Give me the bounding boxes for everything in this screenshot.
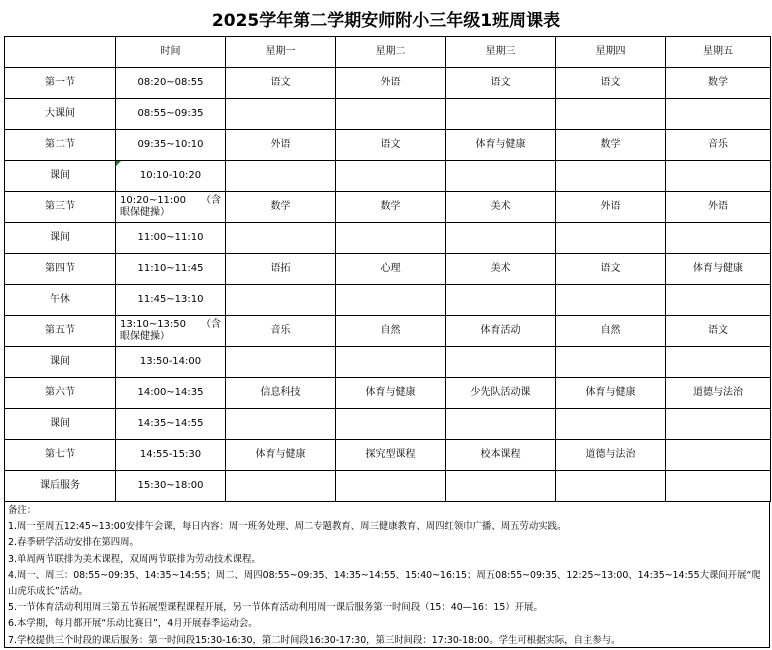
subject-cell-thursday[interactable] xyxy=(556,471,666,502)
time-cell[interactable]: 08:20~08:55 xyxy=(116,68,226,99)
time-cell[interactable]: 10:10-10:20 xyxy=(116,161,226,192)
schedule-table xyxy=(4,36,771,502)
note-item-4: 4.周一、周三：08:55~09:35、14:35~14:55；周二、周四08:55~09:35、14:35~14:55、15:40~16:15；周五08:55~09:35、12:25~13:00、14:35~14:55大课间开展“爬山虎乐成长”活动。 xyxy=(8,569,761,598)
subject-cell-friday[interactable]: 语文 xyxy=(666,316,771,347)
schedule-title: 2025学年第二学期安师附小三年级1班周课表 xyxy=(211,10,561,31)
schedule-row xyxy=(5,254,771,285)
subject-cell-friday[interactable]: 外语 xyxy=(666,192,771,223)
schedule-row xyxy=(5,99,771,130)
subject-cell-monday[interactable]: 外语 xyxy=(226,130,336,161)
schedule-row xyxy=(5,161,771,192)
subject-cell-friday[interactable]: 数学 xyxy=(666,68,771,99)
subject-cell-monday[interactable] xyxy=(226,347,336,378)
subject-cell-tuesday[interactable] xyxy=(336,347,446,378)
schedule-row xyxy=(5,223,771,254)
period-cell[interactable]: 第四节 xyxy=(5,254,116,285)
subject-cell-monday[interactable] xyxy=(226,471,336,502)
period-cell[interactable]: 午休 xyxy=(5,285,116,316)
subject-cell-wednesday[interactable] xyxy=(446,99,556,130)
schedule-row xyxy=(5,378,771,409)
subject-cell-wednesday[interactable]: 体育活动 xyxy=(446,316,556,347)
header-time-cell[interactable]: 时间 xyxy=(116,37,226,68)
subject-cell-tuesday[interactable]: 语文 xyxy=(336,130,446,161)
subject-cell-thursday[interactable] xyxy=(556,285,666,316)
subject-cell-thursday[interactable]: 体育与健康 xyxy=(556,378,666,409)
subject-cell-friday[interactable] xyxy=(666,409,771,440)
subject-cell-wednesday[interactable]: 校本课程 xyxy=(446,440,556,471)
schedule-row xyxy=(5,130,771,161)
subject-cell-monday[interactable] xyxy=(226,409,336,440)
subject-cell-thursday[interactable] xyxy=(556,347,666,378)
subject-cell-wednesday[interactable] xyxy=(446,161,556,192)
time-note-wrap xyxy=(120,319,221,331)
subject-cell-wednesday[interactable] xyxy=(446,471,556,502)
time-cell[interactable]: 11:00~11:10 xyxy=(116,223,226,254)
subject-cell-wednesday[interactable] xyxy=(446,223,556,254)
subject-cell-monday[interactable]: 语拓 xyxy=(226,254,336,285)
note-item-6: 6.本学期，每月都开展“乐动比赛日”，4月开展春季运动会。 xyxy=(8,618,258,630)
subject-cell-thursday[interactable]: 外语 xyxy=(556,192,666,223)
subject-cell-tuesday[interactable]: 自然 xyxy=(336,316,446,347)
period-cell[interactable]: 第七节 xyxy=(5,440,116,471)
subject-cell-friday[interactable] xyxy=(666,440,771,471)
subject-cell-wednesday[interactable]: 语文 xyxy=(446,68,556,99)
subject-cell-tuesday[interactable] xyxy=(336,99,446,130)
time-cell[interactable]: 11:45~13:10 xyxy=(116,285,226,316)
subject-cell-friday[interactable] xyxy=(666,347,771,378)
subject-cell-thursday[interactable] xyxy=(556,99,666,130)
period-cell[interactable]: 第一节 xyxy=(5,68,116,99)
subject-cell-tuesday[interactable] xyxy=(336,409,446,440)
note-item-1: 1.周一至周五12:45~13:00安排午会课，每日内容：周一班务处理、周二专题教育、周三健康教育、周四红领巾广播、周五劳动实践。 xyxy=(8,521,567,533)
subject-cell-tuesday[interactable] xyxy=(336,161,446,192)
subject-cell-thursday[interactable] xyxy=(556,161,666,192)
time-cell[interactable]: 14:55-15:30 xyxy=(116,440,226,471)
note-item-2: 2.春季研学活动安排在第四周。 xyxy=(8,537,139,549)
note-item-5: 5.一节体育活动利用周三第五节拓展型课程课程开展，另一节体育活动利用周一课后服务第一时间段（15：40—16：15）开展。 xyxy=(8,602,543,614)
subject-cell-thursday[interactable]: 道德与法治 xyxy=(556,440,666,471)
subject-cell-wednesday[interactable]: 体育与健康 xyxy=(446,130,556,161)
notes-heading: 备注： xyxy=(8,505,37,516)
subject-cell-friday[interactable] xyxy=(666,285,771,316)
time-cell[interactable]: 14:00~14:35 xyxy=(116,378,226,409)
subject-cell-monday[interactable]: 数学 xyxy=(226,192,336,223)
time-cell[interactable]: 08:55~09:35 xyxy=(116,99,226,130)
period-cell[interactable]: 课后服务 xyxy=(5,471,116,502)
note-item-3: 3.单周两节联排为美术课程，双周两节联排为劳动技术课程。 xyxy=(8,553,261,565)
time-cell[interactable]: 15:30~18:00 xyxy=(116,471,226,502)
subject-cell-monday[interactable]: 语文 xyxy=(226,68,336,99)
subject-cell-friday[interactable] xyxy=(666,161,771,192)
header-day-friday[interactable]: 星期五 xyxy=(666,37,771,68)
schedule-row xyxy=(5,347,771,378)
subject-cell-friday[interactable] xyxy=(666,223,771,254)
time-cell[interactable]: 09:35~10:10 xyxy=(116,130,226,161)
subject-cell-friday[interactable]: 道德与法治 xyxy=(666,378,771,409)
time-cell[interactable]: 14:35~14:55 xyxy=(116,409,226,440)
header-day-monday[interactable]: 星期一 xyxy=(226,37,336,68)
time-cell[interactable] xyxy=(116,316,226,347)
subject-cell-monday[interactable]: 信息科技 xyxy=(226,378,336,409)
period-cell[interactable]: 第六节 xyxy=(5,378,116,409)
subject-cell-wednesday[interactable]: 少先队活动课 xyxy=(446,378,556,409)
subject-cell-friday[interactable] xyxy=(666,471,771,502)
subject-cell-wednesday[interactable] xyxy=(446,409,556,440)
subject-cell-monday[interactable] xyxy=(226,285,336,316)
schedule-row xyxy=(5,192,771,223)
schedule-row xyxy=(5,440,771,471)
subject-cell-tuesday[interactable]: 体育与健康 xyxy=(336,378,446,409)
time-note-wrap xyxy=(120,195,221,207)
subject-cell-friday[interactable]: 音乐 xyxy=(666,130,771,161)
period-cell[interactable]: 课间 xyxy=(5,347,116,378)
header-day-tuesday[interactable]: 星期二 xyxy=(336,37,446,68)
subject-cell-wednesday[interactable]: 美术 xyxy=(446,192,556,223)
subject-cell-tuesday[interactable]: 探究型课程 xyxy=(336,440,446,471)
time-note-continued: 眼保健操） xyxy=(120,207,170,218)
schedule-row xyxy=(5,68,771,99)
time-cell[interactable] xyxy=(116,192,226,223)
subject-cell-thursday[interactable]: 自然 xyxy=(556,316,666,347)
subject-cell-monday[interactable]: 体育与健康 xyxy=(226,440,336,471)
subject-cell-monday[interactable] xyxy=(226,223,336,254)
time-range: 13:10~13:50 xyxy=(120,319,187,330)
note-item-7: 7.学校提供三个时段的课后服务：第一时间段15:30-16:30，第二时间段16:30-17:30，第三时间段：17:30-18:00。学生可根据实际，自主参与。 xyxy=(8,634,621,646)
period-cell[interactable]: 第三节 xyxy=(5,192,116,223)
subject-cell-thursday[interactable]: 语文 xyxy=(556,254,666,285)
period-cell[interactable]: 第五节 xyxy=(5,316,116,347)
subject-cell-friday[interactable]: 体育与健康 xyxy=(666,254,771,285)
subject-cell-monday[interactable]: 音乐 xyxy=(226,316,336,347)
cell-comment-marker xyxy=(116,161,121,166)
time-cell[interactable]: 11:10~11:45 xyxy=(116,254,226,285)
period-cell[interactable]: 第二节 xyxy=(5,130,116,161)
subject-cell-monday[interactable] xyxy=(226,99,336,130)
subject-cell-tuesday[interactable] xyxy=(336,471,446,502)
subject-cell-monday[interactable] xyxy=(226,161,336,192)
time-note-continued: 眼保健操） xyxy=(120,331,170,342)
period-cell[interactable]: 课间 xyxy=(5,161,116,192)
subject-cell-thursday[interactable] xyxy=(556,223,666,254)
period-cell[interactable]: 课间 xyxy=(5,409,116,440)
schedule-row xyxy=(5,285,771,316)
subject-cell-tuesday[interactable]: 心理 xyxy=(336,254,446,285)
header-day-thursday[interactable]: 星期四 xyxy=(556,37,666,68)
schedule-row xyxy=(5,316,771,347)
subject-cell-tuesday[interactable]: 外语 xyxy=(336,68,446,99)
subject-cell-thursday[interactable]: 语文 xyxy=(556,68,666,99)
period-cell[interactable]: 课间 xyxy=(5,223,116,254)
header-blank-cell[interactable] xyxy=(5,37,116,68)
period-cell[interactable]: 大课间 xyxy=(5,99,116,130)
subject-cell-tuesday[interactable]: 数学 xyxy=(336,192,446,223)
subject-cell-wednesday[interactable] xyxy=(446,285,556,316)
time-note: （含 xyxy=(201,319,221,330)
header-row xyxy=(5,37,771,68)
subject-cell-wednesday[interactable] xyxy=(446,347,556,378)
subject-cell-friday[interactable] xyxy=(666,99,771,130)
time-range: 10:20~11:00 xyxy=(120,195,187,206)
subject-cell-tuesday[interactable] xyxy=(336,223,446,254)
time-note: （含 xyxy=(201,195,221,206)
notes-section xyxy=(4,501,770,648)
subject-cell-thursday[interactable] xyxy=(556,409,666,440)
subject-cell-tuesday[interactable] xyxy=(336,285,446,316)
subject-cell-thursday[interactable]: 数学 xyxy=(556,130,666,161)
schedule-row xyxy=(5,471,771,502)
time-cell[interactable]: 13:50-14:00 xyxy=(116,347,226,378)
schedule-row xyxy=(5,409,771,440)
subject-cell-wednesday[interactable]: 美术 xyxy=(446,254,556,285)
header-day-wednesday[interactable]: 星期三 xyxy=(446,37,556,68)
